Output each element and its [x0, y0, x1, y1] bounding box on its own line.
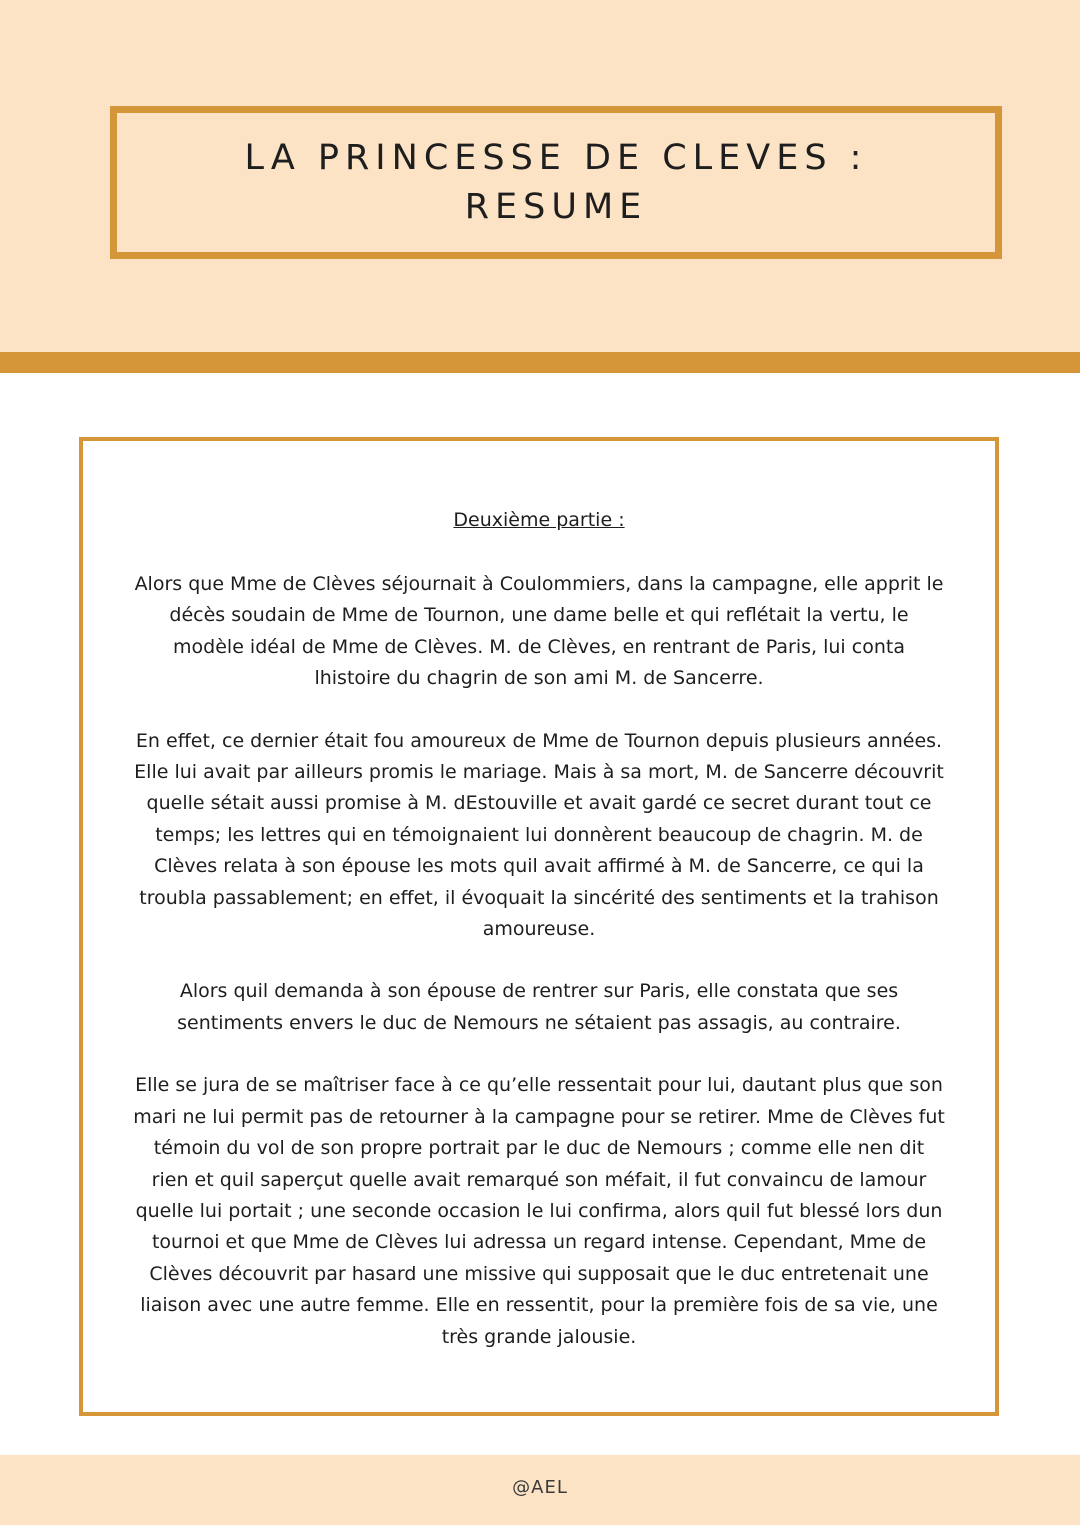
paragraph-4: Elle se jura de se maîtriser face à ce qu’elle ressentait pour lui, dautant plus que son mari ne lui permit pas de retourner à la campagne pour se retirer. Mme de Clèves fut témoin du vol de son propre portrait par le duc de Nemours ; comme elle nen dit rien et quil saperçut quelle avait remarqué son méfait, il fut convaincu de lamour quelle lui portait ; une seconde occasion le lui confirma, alors quil fut blessé lors dun tournoi et que Mme de Clèves lui adressa un regard intense. Cependant, Mme de Clèves découvrit par hasard une missive qui supposait que le duc entretenait une liaison avec une autre femme. Elle en ressentit, pour la première fois de sa vie, une très grande jalousie.	[133, 1074, 945, 1348]
page-title-line-1: LA PRINCESSE DE CLEVES :	[244, 137, 868, 178]
footer-credit: @AEL	[512, 1477, 568, 1498]
paragraph-2: En effet, ce dernier était fou amoureux de Mme de Tournon depuis plusieurs années. Elle lui avait par ailleurs promis le mariage. Mais à sa mort, M. de Sancerre découvrit quelle sétait aussi promise à M. dEstouville et avait gardé ce secret durant tout ce temps; les lettres qui en témoignaient lui donnèrent beaucoup de chagrin. M. de Clèves relata à son épouse les mots quil avait affirmé à M. de Sancerre, ce qui la troubla passablement; en effet, il évoquait la sincérité des sentiments et la trahison amoureuse.	[134, 729, 944, 941]
title-box	[110, 106, 1002, 259]
summary-text	[133, 569, 945, 1384]
paragraph-1: Alors que Mme de Clèves séjournait à Coulommiers, dans la campagne, elle apprit le décès soudain de Mme de Tournon, une dame belle et qui reflétait la vertu, le modèle idéal de Mme de Clèves. M. de Clèves, en rentrant de Paris, lui conta lhistoire du chagrin de son ami M. de Sancerre.	[134, 573, 944, 690]
gold-divider-stripe	[0, 352, 1080, 373]
section-heading: Deuxième partie :	[453, 509, 625, 531]
summary-content-box	[79, 437, 999, 1416]
paragraph-3: Alors quil demanda à son épouse de rentrer sur Paris, elle constata que ses sentiments envers le duc de Nemours ne sétaient pas assagis, au contraire.	[177, 980, 901, 1034]
page-title-line-2: RESUME	[464, 186, 648, 227]
